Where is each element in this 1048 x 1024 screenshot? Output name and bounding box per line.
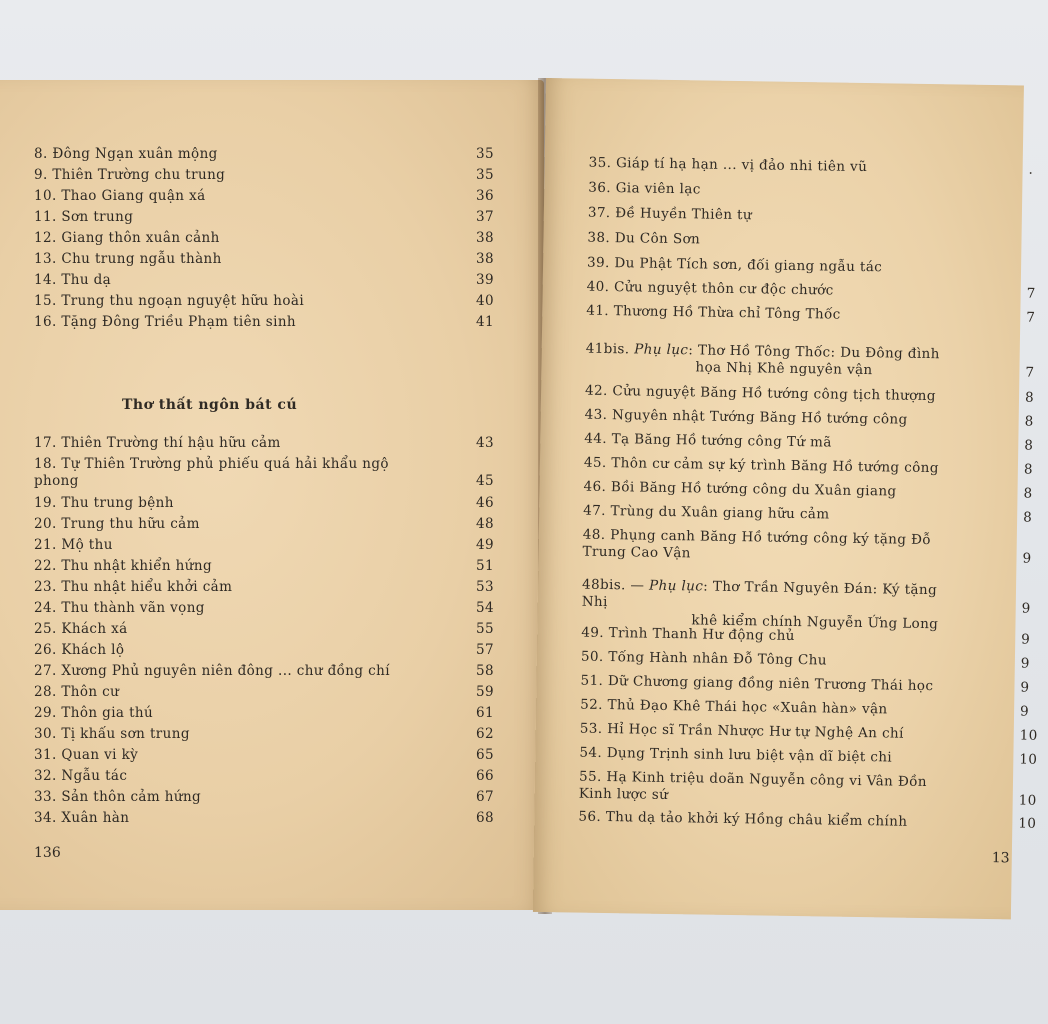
toc-entry-title (578, 809, 950, 832)
toc-entry (580, 648, 1030, 672)
toc-entry-title-line: 18. Tự Thiên Trường phủ phiếu quá hải khẩu ngộ (34, 456, 389, 472)
toc-entry-title-line: 11. Sơn trung (34, 209, 134, 225)
toc-entry (583, 478, 1033, 502)
toc-entry (578, 768, 1037, 809)
toc-entry-title (585, 341, 957, 381)
toc-entry-title-line: 46. Bồi Băng Hồ tướng công du Xuân giang (583, 478, 897, 500)
toc-entry-title-line: 8. Đông Ngạn xuân mộng (34, 146, 218, 162)
toc-entry-title (580, 697, 952, 720)
toc-entry-title (34, 495, 414, 512)
toc-entry (586, 254, 1027, 276)
toc-entry-title-line: 53. Hỉ Học sĩ Trần Nhược Hư tự Nghệ An chí (579, 720, 904, 742)
toc-entry-title-line: 45. Thôn cư cảm sự ký trình Băng Hồ tướng công (583, 454, 939, 477)
toc-entry-title-line: 51. Dữ Chương giang đồng niên Trương Thái học (580, 672, 934, 695)
toc-entry-title (34, 435, 414, 452)
toc-entry-title-line: 43. Nguyên nhật Tướng Băng Hồ tướng công (584, 406, 908, 428)
toc-entry-title (34, 188, 414, 205)
toc-entry-title-line: 29. Thôn gia thú (34, 705, 154, 721)
toc-entry-title-line: 21. Mộ thu (34, 537, 113, 553)
toc-entry-rest: : Thơ Trần Nguyên Đán: Ký tặng Nhị (581, 578, 938, 611)
toc-entry-page-number: 45 (476, 473, 494, 489)
toc-entry-page-number: 8 (1023, 509, 1033, 526)
toc-entry-title-line: 23. Thu nhật hiểu khởi cảm (34, 579, 233, 595)
toc-entry-page-number: 8 (1023, 485, 1033, 502)
toc-entry-title (34, 810, 414, 827)
toc-entry (582, 526, 1032, 567)
toc-entry-page-number: 8 (1024, 437, 1034, 454)
toc-entry-title-line: 14. Thu dạ (34, 272, 112, 288)
toc-entry-page-number: 9 (1019, 703, 1030, 720)
toc-entry (581, 576, 1031, 633)
toc-entry-page-number: 54 (476, 600, 494, 616)
toc-entry-title (581, 649, 953, 672)
page-number-left: 136 (34, 845, 61, 861)
toc-entry-page-number: 55 (476, 621, 494, 637)
toc-entry-page-number: 41 (476, 314, 494, 330)
toc-entry-title (34, 768, 414, 785)
section-heading: Thơ thất ngôn bát cú (122, 397, 298, 413)
toc-entry-title (587, 279, 959, 302)
toc-entry-title-line: 17. Thiên Trường thí hậu hữu cảm (34, 435, 281, 451)
toc-entry-title-line: 52. Thủ Đạo Khê Thái học «Xuân hàn» vận (580, 696, 888, 718)
toc-entry-title-line: 35. Giáp tí hạ hạn ... vị đảo nhi tiên vũ (588, 154, 868, 176)
toc-entry-title-line: 39. Du Phật Tích sơn, đối giang ngẫu tác (586, 254, 883, 276)
toc-entry-rest: : Thơ Hồ Tông Thốc: Du Đông đình (688, 342, 940, 363)
toc-entry-page-number: 46 (476, 495, 494, 511)
toc-entry-title (34, 209, 414, 226)
toc-entry-title (580, 673, 952, 696)
toc-entry-title-line: 26. Khách lộ (34, 642, 125, 658)
toc-entry-page-number: 36 (476, 188, 494, 204)
toc-entry-page-number: 48 (476, 516, 494, 532)
toc-entry-page-number: 10 (1018, 792, 1037, 809)
toc-entry-page-number: 43 (476, 435, 494, 451)
toc-entry-title (34, 558, 414, 575)
toc-entry-title-line: 12. Giang thôn xuân cảnh (34, 230, 220, 246)
toc-entry (586, 278, 1036, 302)
toc-entry-page-number: 40 (476, 293, 494, 309)
toc-entry-page-number: 9 (1020, 679, 1030, 696)
toc-entry-title (587, 230, 959, 253)
toc-entry-page-number: 49 (476, 537, 494, 553)
toc-entry-title-line: 56. Thu dạ tảo khởi ký Hồng châu kiểm chính (578, 808, 908, 830)
toc-entry-title-line: 55. Hạ Kinh triệu doãn Nguyễn công vi Vân Đồn (578, 768, 928, 791)
toc-entry-title (579, 769, 951, 809)
toc-entry-page-number: 38 (476, 230, 494, 246)
toc-entry-page-number: 8 (1024, 413, 1034, 430)
toc-entry-title (34, 621, 414, 638)
toc-entry-page-number: 9 (1021, 600, 1031, 617)
toc-entry-page-number: 38 (476, 251, 494, 267)
toc-entry-title-line: 13. Chu trung ngẫu thành (34, 251, 222, 267)
toc-entry-title-line: 41. Thương Hồ Thừa chỉ Tông Thốc (586, 302, 841, 323)
toc-entry-title-line: 49. Trình Thanh Hư động chủ (581, 624, 795, 644)
toc-entry-title-line: 16. Tặng Đông Triều Phạm tiên sinh (34, 314, 297, 330)
toc-entry-page-number: 9 (1020, 655, 1030, 672)
toc-entry-title-continuation: khê kiểm chính Nguyễn Ứng Long (691, 612, 939, 633)
toc-entry-title (585, 383, 957, 406)
toc-entry-appendix-label: Phụ lục (634, 341, 689, 359)
toc-entry-title (34, 230, 414, 247)
toc-entry-page-number: 51 (476, 558, 494, 574)
toc-entry-title-continuation: Kinh lược sứ (578, 785, 669, 804)
toc-entry-title-line: 54. Dụng Trịnh sinh lưu biệt vận dĩ biệt chi (579, 744, 893, 766)
toc-entry-title (34, 167, 414, 184)
toc-entry-title-line (582, 577, 954, 617)
toc-entry-title (34, 663, 414, 680)
toc-entry-title (580, 721, 952, 744)
toc-entry-title-line: 34. Xuân hàn (34, 810, 130, 826)
toc-entry-title-line: 31. Quan vi kỳ (34, 747, 139, 763)
toc-entry-title-line: 22. Thu nhật khiển hứng (34, 558, 213, 574)
toc-entry-title (34, 705, 414, 722)
toc-entry-title-line: 10. Thao Giang quận xá (34, 188, 206, 204)
toc-entry-title-line: 9. Thiên Trường chu trung (34, 167, 226, 183)
toc-entry-title (34, 684, 414, 701)
toc-entry-title (34, 146, 414, 163)
toc-entry-page-number: 35 (476, 167, 494, 183)
toc-entry-title-line: 40. Cửu nguyệt thôn cư độc chước (586, 278, 834, 299)
toc-entry-title (588, 180, 960, 203)
toc-entry-title-line: 44. Tạ Băng Hồ tướng công Tứ mã (584, 430, 832, 451)
toc-entry-title-line: 50. Tống Hành nhân Đỗ Tông Chu (580, 648, 827, 669)
toc-entry (585, 340, 1035, 381)
toc-entry-title (34, 456, 414, 490)
toc-entry-appendix-label: Phụ lục (648, 577, 704, 595)
toc-entry-page-number: 10 (1019, 727, 1038, 744)
toc-entry-title (34, 293, 414, 310)
toc-entry-page-number: 35 (476, 146, 494, 162)
toc-entry-title (585, 407, 957, 430)
toc-entry-title-line: 48. Phụng canh Băng Hồ tướng công ký tặng Đỗ (582, 526, 932, 549)
toc-entry-title (34, 642, 414, 659)
toc-entry (588, 179, 1028, 198)
toc-entry-title-line: 20. Trung thu hữu cảm (34, 516, 200, 532)
toc-entry (579, 720, 1038, 744)
toc-entry-page-number: 7 (1026, 309, 1036, 326)
toc-entry-title-line: 32. Ngẫu tác (34, 768, 128, 784)
toc-entry-page-number: 7 (1025, 364, 1035, 381)
toc-entry-title (34, 314, 414, 331)
toc-entry (580, 672, 1030, 696)
toc-entry (584, 430, 1034, 454)
toc-entry-title (582, 527, 954, 567)
toc-entry-page-number: 9 (1022, 550, 1032, 567)
toc-entry (587, 204, 1028, 224)
toc-entry-title-continuation: phong (34, 473, 79, 489)
toc-entry-title-continuation: họa Nhị Khê nguyên vận (695, 359, 873, 379)
toc-entry-title-line: 36. Gia viên lạc (588, 179, 701, 198)
toc-entry-page-number: 59 (476, 684, 494, 700)
toc-entry (584, 382, 1035, 406)
toc-entry-page-number: 67 (476, 789, 494, 805)
toc-entry-title (588, 205, 960, 228)
toc-entry-title-line: 24. Thu thành vãn vọng (34, 600, 205, 616)
toc-entry-page-number: 65 (476, 747, 494, 763)
toc-entry-title-line: 15. Trung thu ngoạn nguyệt hữu hoài (34, 293, 305, 309)
toc-entry-title (34, 251, 414, 268)
toc-entry-page-number: 7 (1026, 285, 1036, 302)
toc-entry-page-number: 10 (1019, 751, 1038, 768)
toc-entry-title-line: 30. Tị khấu sơn trung (34, 726, 190, 742)
toc-entry-title-line: 42. Cửu nguyệt Băng Hồ tướng công tịch thượng (584, 382, 937, 405)
toc-entry-title-line: 47. Trùng du Xuân giang hữu cảm (583, 502, 830, 523)
toc-entry (588, 154, 1034, 178)
toc-entry (586, 302, 1036, 326)
toc-entry-title (579, 745, 951, 768)
toc-entry-title (34, 747, 414, 764)
toc-entry-title (34, 272, 414, 289)
toc-entry-title (586, 303, 958, 326)
toc-entry (579, 744, 1038, 768)
toc-entry-page-number: 68 (476, 810, 494, 826)
toc-entry (578, 808, 1037, 832)
toc-entry-title (583, 503, 955, 526)
toc-entry-page-number: . (1028, 161, 1034, 178)
toc-entry-title-line: 38. Du Côn Sơn (587, 229, 701, 248)
left-page (0, 80, 544, 910)
toc-entry-page-number: 57 (476, 642, 494, 658)
toc-entry-title (34, 516, 414, 533)
toc-entry-title (34, 537, 414, 554)
toc-entry-page-number: 53 (476, 579, 494, 595)
toc-entry (580, 696, 1030, 720)
toc-entry (587, 229, 1028, 248)
toc-entry-page-number: 10 (1018, 815, 1037, 832)
toc-entry-title-line: 33. Sản thôn cảm hứng (34, 789, 202, 805)
page-number-right: 13 (991, 850, 1010, 867)
toc-entry-prefix: 41bis. (585, 340, 635, 358)
toc-entry-page-number: 37 (476, 209, 494, 225)
toc-entry-prefix: 48bis. — (581, 576, 650, 594)
toc-entry-page-number: 8 (1024, 389, 1035, 406)
toc-entry-page-number: 9 (1021, 631, 1031, 648)
toc-entry (584, 406, 1034, 430)
right-page (533, 78, 1038, 919)
toc-entry-page-number: 39 (476, 272, 494, 288)
toc-entry-title-line: 19. Thu trung bệnh (34, 495, 174, 511)
toc-entry-title-line: 28. Thôn cư (34, 684, 120, 700)
toc-entry-title (34, 600, 414, 617)
toc-entry-page-number: 58 (476, 663, 494, 679)
toc-entry-title (584, 431, 956, 454)
toc-entry-title-line: 27. Xương Phủ nguyên niên đông ... chư đồng chí (34, 663, 390, 679)
toc-entry (583, 502, 1033, 526)
toc-entry-page-number: 8 (1023, 461, 1034, 478)
toc-entry-title (587, 255, 959, 278)
toc-entry-title (584, 455, 956, 478)
toc-entry-page-number: 61 (476, 705, 494, 721)
toc-entry-title-line: 25. Khách xá (34, 621, 128, 637)
toc-entry-page-number: 66 (476, 768, 494, 784)
toc-entry-title (34, 789, 414, 806)
toc-entry-title (589, 155, 961, 178)
toc-entry-title (34, 579, 414, 596)
toc-entry-title (34, 726, 414, 743)
toc-entry-title-continuation: Trung Cao Vận (582, 543, 691, 562)
toc-entry-title-line: 37. Đề Huyền Thiên tự (587, 204, 753, 224)
toc-entry-title (583, 479, 955, 502)
toc-entry-page-number: 62 (476, 726, 494, 742)
toc-entry (583, 454, 1034, 478)
